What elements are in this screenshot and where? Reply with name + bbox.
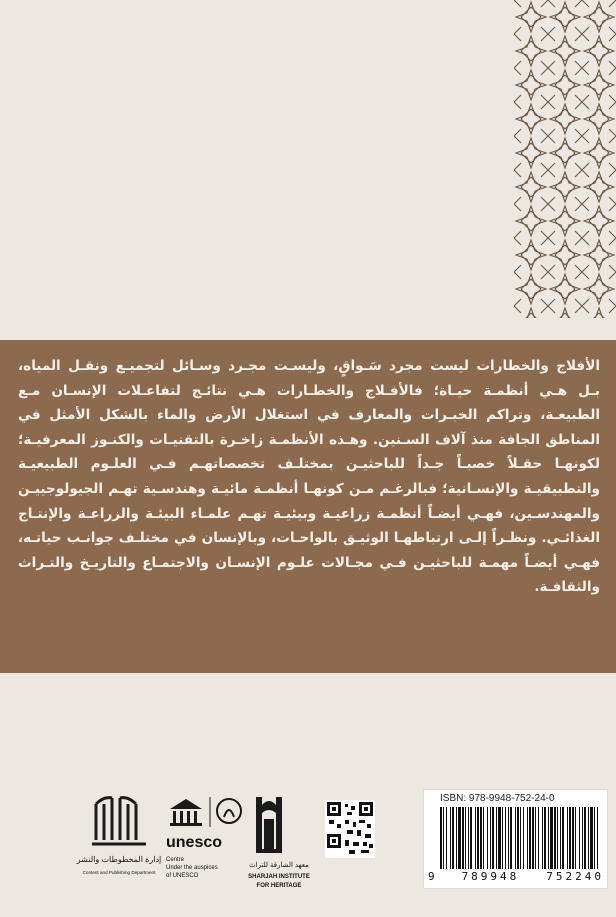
barcode-bar [529,807,531,869]
barcode-bar [569,807,571,869]
barcode-bar [456,807,457,869]
barcode-bar [502,807,503,869]
barcode-bar [462,807,464,869]
sharjah-institute-logo [244,795,314,895]
barcode-bar [572,807,574,869]
barcode-bar [443,807,444,869]
barcode-bar [562,807,564,869]
barcode-bar [477,807,479,869]
publishing-department-logo [76,792,162,888]
sharjah-arabic-name: معهد الشارقة للتراث [249,862,309,869]
barcode-bar [483,807,484,869]
barcode [440,807,598,869]
barcode-bar [517,807,519,869]
barcode-bar [508,807,509,869]
sharjah-english-2: FOR HERITAGE [256,883,302,889]
barcode-bar [452,807,454,869]
description-band [0,340,616,673]
qr-code [325,800,375,858]
unesco-line3: of UNESCO [166,873,199,879]
barcode-bar [532,807,534,869]
barcode-bar [548,807,549,869]
barcode-bar [496,807,497,869]
barcode-digits [428,870,604,883]
barcode-bar [550,807,553,869]
geometric-pattern-decoration [514,0,616,318]
barcode-bar [535,807,536,869]
barcode-digit-group2: 752240 [546,870,604,883]
barcode-bar [490,807,491,869]
sharjah-english-1: SHARJAH INSTITUTE [248,874,310,880]
unesco-logo [164,795,248,890]
barcode-bar [588,807,589,869]
barcode-bar [465,807,466,869]
barcode-bar [575,807,576,869]
barcode-bar [440,807,442,869]
unesco-line2: Under the auspices [166,865,218,871]
unesco-word: unesco [166,834,223,851]
barcode-bar [538,807,539,869]
barcode-bar [554,807,556,869]
barcode-bar [458,807,461,869]
barcode-bar [582,807,583,869]
barcode-bar [470,807,472,869]
barcode-bar [557,807,558,869]
barcode-bar [487,807,488,869]
barcode-bar [523,807,524,869]
barcode-bar [527,807,528,869]
body-paragraph: الأفلاج والخطارات ليست مجرد سَـواقٍ، وليسـت مجـرد وسـائل لتجميـع ونقـل المياه، بـل هـي أنظمـة حيـاة؛ فالأفـلاج والخطـارات هـي نتائـج لتفاعـلات الإنسـان مـع الطبيعـة، وتراكم الخبـرات والمعارف في استغلال الأرض والماء بالشكل الأمثل في المناطق الجافة منذ آلاف السـنين. وهـذه الأنظمـة زاخـرة بالتقنيـات والكنـوز المعرفيـة؛ لكونهـا حقـلاً خصبـاً جـداً للباحثيـن بمختلـف تخصصاتهـم فـي العلـوم الطبيعيـة والتطبيقيـة والإنسـانية؛ فبالرغـم مـن كونهـا أنظمـة مائيـة وهندسـية تهـم الجيولوجييـن والمهندسـين، فهـي أيضـاً أنظمـة زراعيـة وبيئيـة تهـم علمـاء البيئـة والزراعـة والإنتـاج الغذائـي. ونظـراً إلـى ارتباطهـا الوثيـق بالواحـات، وبالإنسان في مختلـف جوانـب حياتـه، فهـي أيضـاً مهمـة للباحثيـن فـي مجـالات علـوم الإنسـان والاجتمـاع والتاريـخ والتـراث والثقافـة. [18,358,600,596]
barcode-bar [480,807,482,869]
barcode-bar [560,807,561,869]
isbn-barcode-box [423,789,608,889]
barcode-bar [567,807,568,869]
barcode-bar [520,807,521,869]
barcode-bar [597,807,598,869]
barcode-bar [492,807,494,869]
unesco-line1: Centre [166,857,185,863]
barcode-bar [498,807,501,869]
barcode-bar [468,807,469,869]
barcode-digit-lead: 9 [428,870,435,883]
barcode-bar [475,807,476,869]
barcode-bar [579,807,580,869]
barcode-bar [446,807,447,869]
barcode-bar [505,807,506,869]
barcode-bar [584,807,586,869]
barcode-bar [515,807,516,869]
description-text [18,354,600,600]
barcode-bar [450,807,451,869]
barcode-bar [590,807,593,869]
calligraphy-en: Content and Publishing Department [82,870,156,875]
barcode-bar [544,807,546,869]
barcode-bar [542,807,543,869]
barcode-bar [510,807,512,869]
isbn-label: ISBN: 978-9948-752-24-0 [440,793,555,804]
barcode-digit-group1: 789948 [461,870,520,883]
calligraphy-name: إدارة المخطوطات والنشر [76,855,162,864]
barcode-bar [594,807,595,869]
